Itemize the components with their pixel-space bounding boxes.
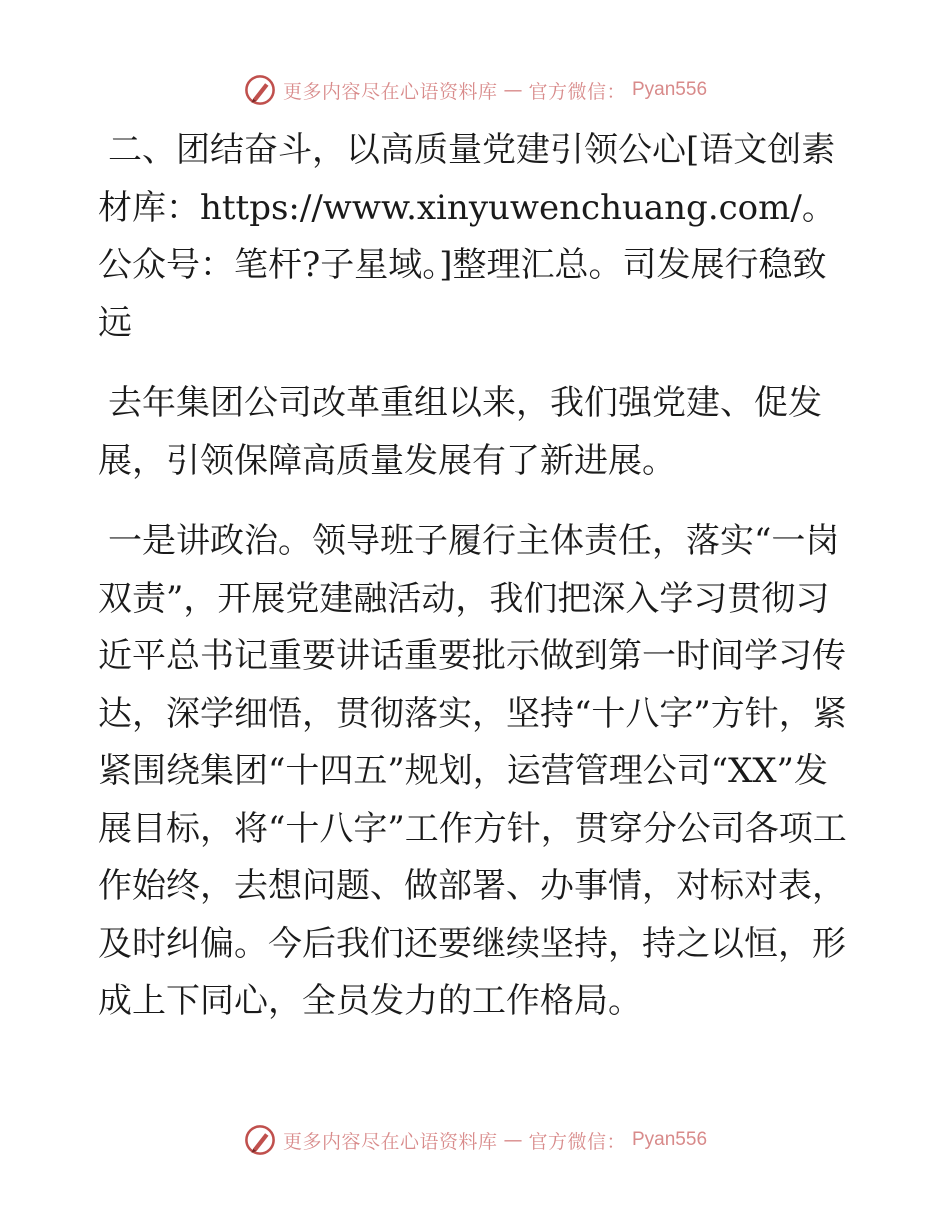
watermark-label: 官方微信：: [528, 1130, 626, 1153]
paragraph-politics: 一是讲政治。领导班子履行主体责任，落实“一岗双责”，开展党建融活动，我们把深入学习贯彻习近平总书记重要讲话重要批示做到第一时间学习传达，深学细悟，贯彻落实，坚持“十八字”方针，紧紧围绕集团“十四五”规划，运营管理公司“XX”发展目标，将“十八字”工作方针，贯穿分公司各项工作始终，去想问题、做部署、办事情，对标对表，及时纠偏。今后我们还要继续坚持，持之以恒，形成上下同心，全员发力的工作格局。: [98, 521, 847, 1021]
watermark-account: Pyan556: [632, 1129, 708, 1150]
watermark-text: 更多内容尽在心语资料库: [282, 1130, 498, 1153]
watermark-footer: [0, 1120, 950, 1160]
pen-logo-icon: [243, 73, 277, 107]
paragraph-heading: 二、团结奋斗，以高质量党建引领公心[语文创素材库：https://www.xinyuwenchuang.com/。公众号：笔杆?子星域。]整理汇总。司发展行稳致远: [98, 130, 836, 343]
pen-logo-icon: [243, 1123, 277, 1157]
watermark-header: [0, 70, 950, 110]
watermark-separator: —: [503, 1129, 523, 1151]
watermark-separator: —: [503, 79, 523, 101]
document-body: [98, 122, 858, 1031]
watermark-label: 官方微信：: [528, 80, 626, 103]
paragraph-intro: 去年集团公司改革重组以来，我们强党建、促发展，引领保障高质量发展有了新进展。: [98, 383, 822, 481]
watermark-text: 更多内容尽在心语资料库: [282, 80, 498, 103]
watermark-account: Pyan556: [632, 79, 708, 100]
